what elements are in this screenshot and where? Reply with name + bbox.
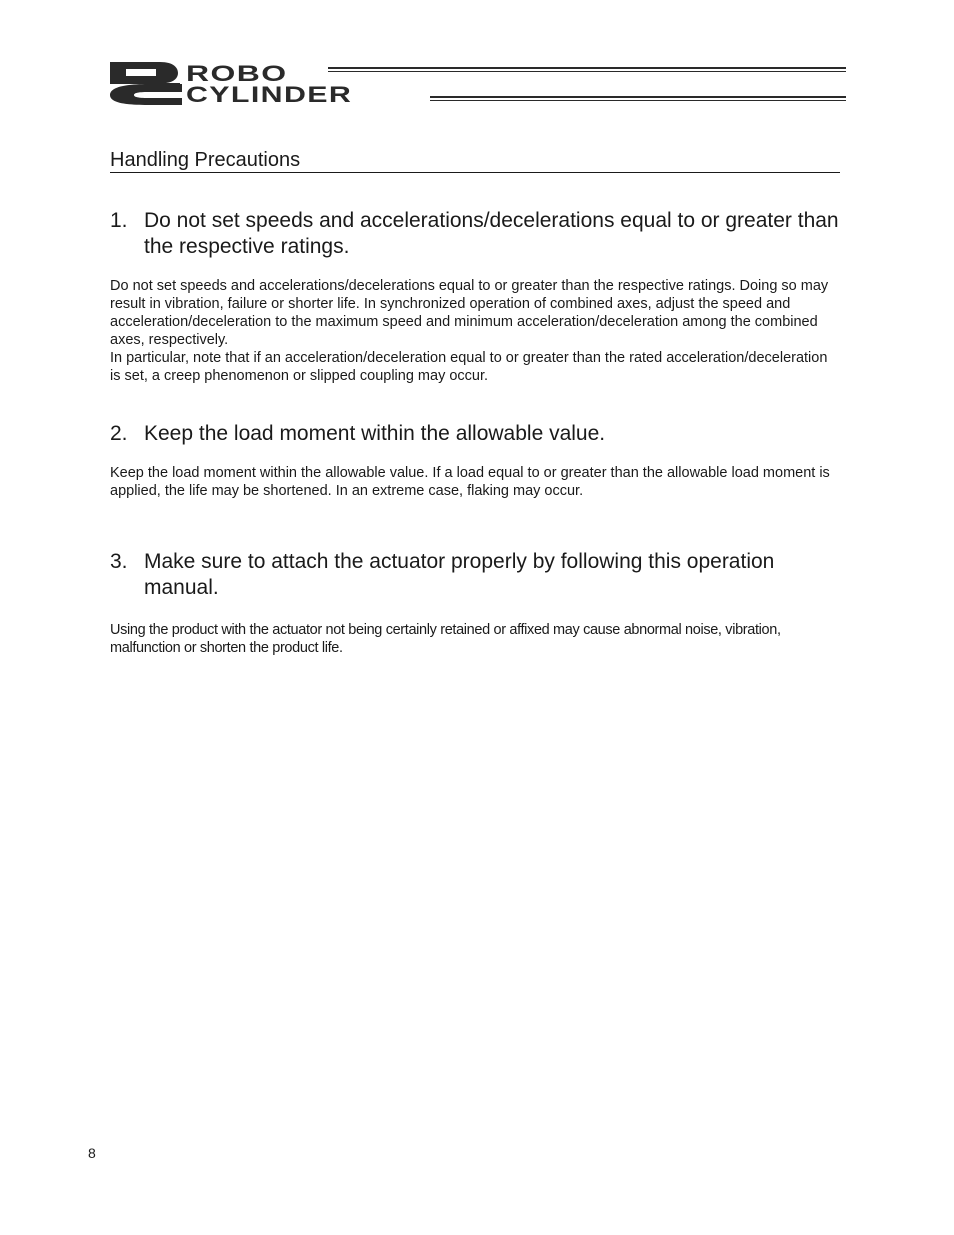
- item-body-1: [110, 277, 840, 385]
- item-body-2: [110, 464, 840, 500]
- item-number: 2.: [110, 422, 128, 445]
- item-heading-2: [110, 421, 840, 447]
- rc-logo-icon: [108, 60, 184, 106]
- logo-word-robo: ROBO: [186, 61, 288, 86]
- body-paragraph: Do not set speeds and accelerations/decelerations equal to or greater than the respective ratings. Doing so may result in vibration, failure or shorter life. In synchronized operation of combined axes, adjust the speed and acceleration/deceleration to the maximum speed and minimum acceleration/deceleration among the combined axes, respectively.: [110, 278, 829, 348]
- item-heading-text: Do not set speeds and accelerations/decelerations equal to or greater than the respective ratings.: [144, 209, 839, 258]
- item-heading-text: Keep the load moment within the allowable value.: [144, 422, 606, 445]
- header-rule-bottom: [430, 96, 846, 101]
- body-paragraph: In particular, note that if an acceleration/deceleration equal to or greater than the rated acceleration/deceleration is set, a creep phenomenon or slipped coupling may occur.: [110, 350, 828, 384]
- header-rule-top: [328, 67, 846, 72]
- logo-word-cylinder: CYLINDER: [186, 82, 353, 107]
- item-body-3: [110, 621, 840, 657]
- item-number: 1.: [110, 209, 128, 232]
- item-heading-1: [110, 208, 840, 260]
- body-paragraph: Keep the load moment within the allowable value. If a load equal to or greater than the allowable load moment is applied, the life may be shortened. In an extreme case, flaking may occur.: [110, 465, 830, 499]
- item-number: 3.: [110, 550, 128, 573]
- item-heading-text: Make sure to attach the actuator properly by following this operation manual.: [144, 550, 775, 599]
- body-paragraph: Using the product with the actuator not being certainly retained or affixed may cause abnormal noise, vibration, malfunction or shorten the product life.: [110, 622, 781, 656]
- item-heading-3: [110, 549, 840, 601]
- page-number: 8: [88, 1145, 96, 1161]
- section-title: Handling Precautions: [110, 148, 840, 173]
